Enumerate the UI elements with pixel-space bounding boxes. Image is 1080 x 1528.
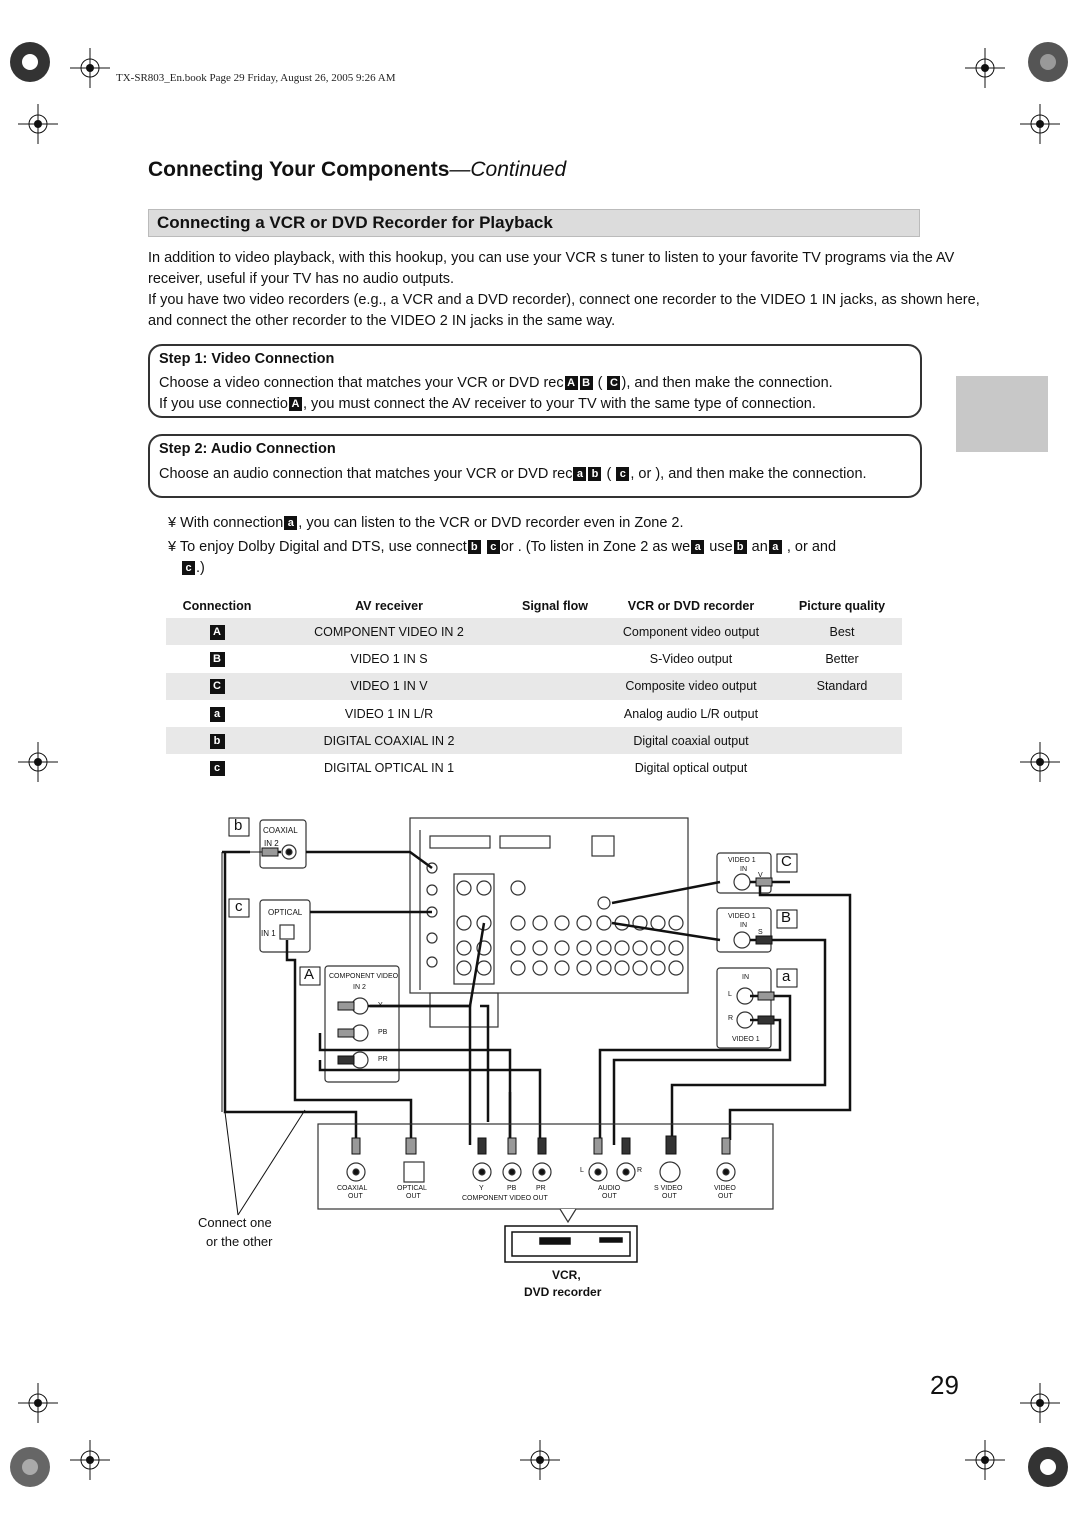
- out-coaxial-out: OUT: [348, 1193, 363, 1200]
- table-header: VCR or DVD recorder: [627, 599, 755, 613]
- v-label: V: [758, 872, 763, 879]
- out-pb-label: PB: [507, 1185, 517, 1192]
- tag-b: b: [234, 817, 243, 834]
- video1-v-label: VIDEO 1: [728, 857, 756, 864]
- coaxial-label: COAXIAL: [263, 826, 298, 835]
- step1-line2: If you use connectio A , you must connect the AV receiver to your TV with the same type of connection.: [159, 396, 816, 412]
- out-video-out: OUT: [718, 1193, 733, 1200]
- step2-title: Step 2: Audio Connection: [159, 441, 336, 457]
- tag-C: C: [781, 853, 792, 870]
- out-l-label: L: [580, 1167, 584, 1174]
- in1-label: IN 1: [261, 929, 276, 938]
- l-label: L: [728, 991, 732, 998]
- step2-line1: Choose an audio connection that matches your VCR or DVD rec a b ( c , or ), and then make the connection.: [159, 466, 867, 482]
- table-row: c DIGITAL OPTICAL IN 1 Digital optical output: [166, 754, 902, 781]
- r-label: R: [728, 1015, 734, 1022]
- receiver-rear-panel: [410, 818, 688, 1027]
- step1-title: Step 1: Video Connection: [159, 351, 335, 367]
- table-header: Picture quality: [798, 599, 886, 613]
- table-row: B VIDEO 1 IN S S-Video output Better: [166, 645, 902, 672]
- out-video-label: VIDEO: [714, 1185, 736, 1192]
- out-pr-label: PR: [536, 1185, 546, 1192]
- dvd-recorder-label: DVD recorder: [524, 1285, 602, 1299]
- out-y-label: Y: [479, 1185, 484, 1192]
- out-svideo-out: OUT: [662, 1193, 677, 1200]
- vcr-label: VCR,: [552, 1268, 581, 1282]
- video1-s-label: VIDEO 1: [728, 913, 756, 920]
- in-v-label: IN: [740, 866, 747, 873]
- table-row: b DIGITAL COAXIAL IN 2 Digital coaxial output: [166, 727, 902, 754]
- pb-label: PB: [378, 1029, 388, 1036]
- section-title: Connecting Your Components—Continued: [148, 158, 567, 181]
- video1-audio-label: VIDEO 1: [732, 1036, 760, 1043]
- out-component-label: COMPONENT VIDEO OUT: [462, 1195, 548, 1202]
- table-row: A COMPONENT VIDEO IN 2 Component video output Best: [166, 618, 902, 645]
- in-s-label: IN: [740, 922, 747, 929]
- optical-label: OPTICAL: [268, 908, 303, 917]
- or-other-label: or the other: [206, 1234, 273, 1249]
- intro-paragraph-1: In addition to video playback, with this hookup, you can use your VCR s tuner to listen to your favorite TV programs via the AV receiver, useful if your TV has no audio outputs.: [148, 250, 955, 287]
- connect-one-label: Connect one: [198, 1215, 272, 1230]
- component-in2-label: IN 2: [353, 984, 366, 991]
- in-audio-label: IN: [742, 974, 749, 981]
- subsection-heading: Connecting a VCR or DVD Recorder for Playback: [148, 209, 920, 237]
- page-number: 29: [930, 1370, 959, 1400]
- tag-a: a: [782, 968, 791, 985]
- intro-paragraph-2: If you have two video recorders (e.g., a VCR and a DVD recorder), connect one recorder to the VIDEO 1 IN jacks, as shown here, and connect the other recorder to the VIDEO 2 IN jacks in the same way.: [148, 292, 980, 329]
- out-audio-label: AUDIO: [598, 1185, 621, 1192]
- table-header: Signal flow: [522, 599, 588, 613]
- out-svideo-label: S VIDEO: [654, 1185, 683, 1192]
- tag-c: c: [235, 898, 243, 915]
- table-header: AV receiver: [355, 599, 423, 613]
- out-r-label: R: [637, 1167, 643, 1174]
- tag-B: B: [781, 909, 792, 926]
- y-label: Y: [378, 1002, 383, 1009]
- letter-tags: [229, 818, 797, 987]
- table-row: C VIDEO 1 IN V Composite video output Standard: [166, 673, 902, 700]
- in2-label: IN 2: [264, 839, 279, 848]
- component-video-label: COMPONENT VIDEO: [329, 973, 399, 980]
- table-row: a VIDEO 1 IN L/R Analog audio L/R output: [166, 700, 902, 727]
- s-label: S: [758, 929, 763, 936]
- out-coaxial-label: COAXIAL: [337, 1185, 368, 1192]
- pr-label: PR: [378, 1056, 388, 1063]
- tag-A: A: [304, 966, 315, 983]
- bullet-2: ¥ To enjoy Dolby Digital and DTS, use connect b c or . (To listen in Zone 2 as we a use b an a , or and c .): [168, 539, 837, 576]
- out-audio-out: OUT: [602, 1193, 617, 1200]
- out-optical-label: OPTICAL: [397, 1185, 427, 1192]
- step1-line1: Choose a video connection that matches your VCR or DVD rec A B ( C ), and then make the connection.: [159, 375, 833, 391]
- table-header: Connection: [182, 599, 252, 613]
- vcr-device: [505, 1226, 637, 1262]
- bullet-1: ¥ With connection a , you can listen to the VCR or DVD recorder even in Zone 2.: [168, 515, 684, 531]
- out-optical-out: OUT: [406, 1193, 421, 1200]
- book-header: TX-SR803_En.book Page 29 Friday, August 26, 2005 9:26 AM: [116, 72, 396, 84]
